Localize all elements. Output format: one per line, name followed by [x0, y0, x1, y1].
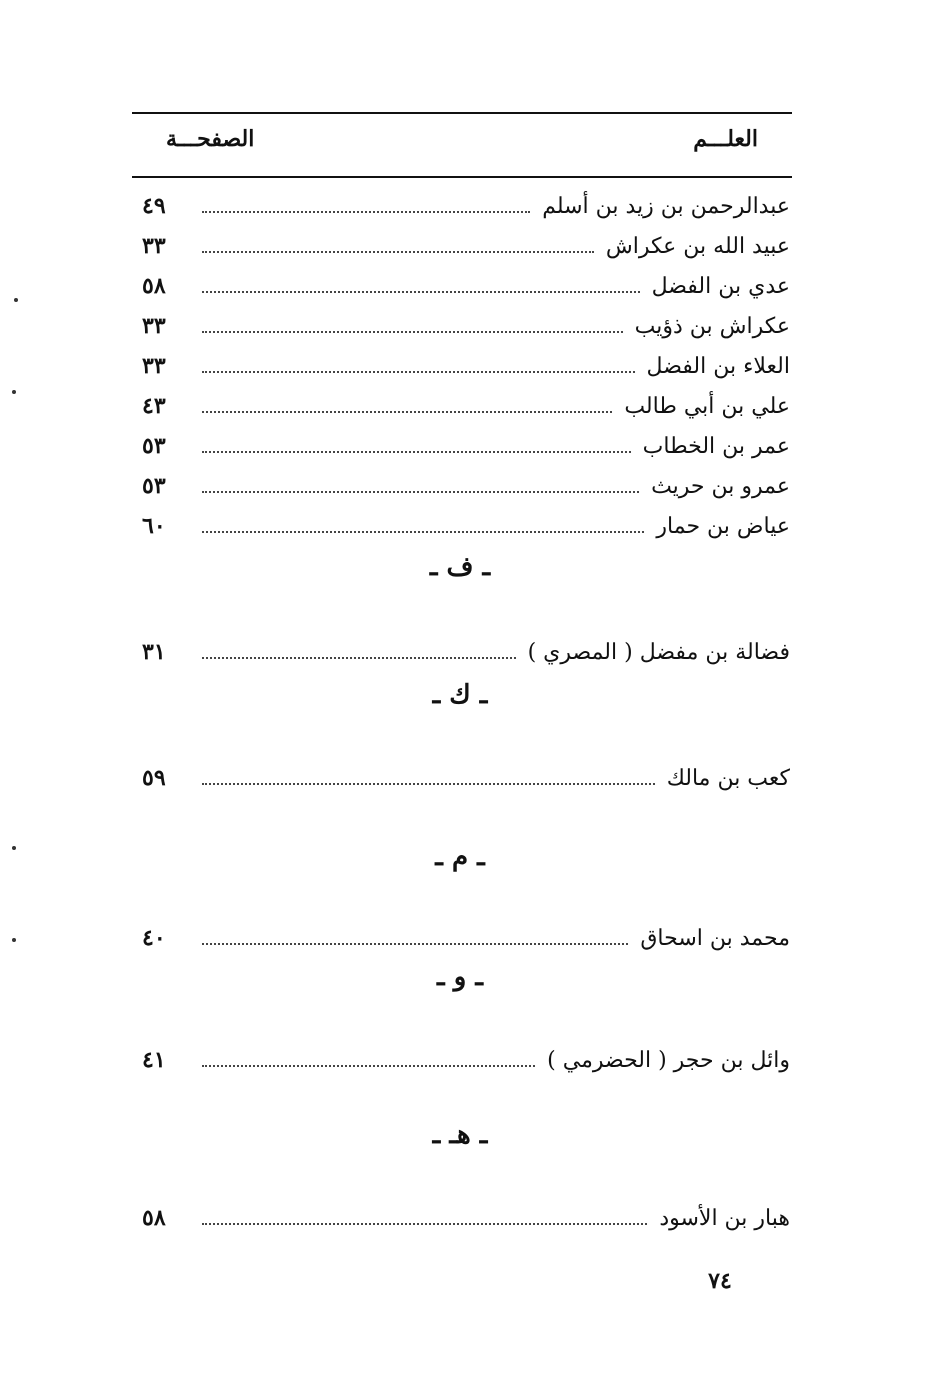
entry-name: عمر بن الخطاب [642, 433, 790, 459]
section-letter: ـ هـ ـ [432, 1120, 488, 1150]
entry-name: هبار بن الأسود [659, 1205, 790, 1231]
index-entry [142, 226, 790, 266]
header-rule [132, 176, 792, 178]
entry-page: ٦٠ [142, 513, 166, 539]
entry-name: عدي بن الفضل [651, 273, 790, 299]
dot-leader [202, 331, 623, 333]
index-entry [142, 306, 790, 346]
index-entry [142, 186, 790, 226]
entry-name: العلاء بن الفضل [646, 353, 790, 379]
dot-leader [202, 371, 635, 373]
scan-speck [12, 938, 16, 942]
index-entry [142, 506, 790, 546]
index-entry [142, 266, 790, 306]
column-header-name: العلـــم [693, 126, 758, 152]
entry-name: عبيد الله بن عكراش [605, 233, 790, 259]
entry-page: ٤١ [142, 1047, 166, 1073]
scan-speck [12, 390, 16, 394]
entry-name: علي بن أبي طالب [624, 393, 790, 419]
dot-leader [202, 657, 516, 659]
page-number: ٧٤ [708, 1268, 732, 1294]
index-entry [142, 426, 790, 466]
entry-name: عياض بن حمار [656, 513, 790, 539]
entry-page: ٥٣ [142, 473, 166, 499]
entry-name: محمد بن اسحاق [640, 925, 790, 951]
dot-leader [202, 251, 594, 253]
index-entry [142, 386, 790, 426]
dot-leader [202, 1223, 647, 1225]
column-header-page: الصفحـــة [166, 126, 255, 152]
index-entry [142, 466, 790, 506]
entry-page: ٣٣ [142, 233, 166, 259]
dot-leader [202, 291, 640, 293]
dot-leader [202, 211, 530, 213]
entry-name: فضالة بن مفضل ( المصري ) [527, 639, 790, 665]
entry-page: ٤٠ [142, 925, 166, 951]
entry-page: ٣١ [142, 639, 166, 665]
entry-name: عبدالرحمن بن زيد بن أسلم [542, 193, 790, 219]
entry-page: ٣٣ [142, 313, 166, 339]
section-letter: ـ ف ـ [429, 552, 491, 582]
dot-leader [202, 491, 639, 493]
section-letter: ـ ك ـ [432, 680, 488, 710]
entry-page: ٤٩ [142, 193, 166, 219]
top-rule [132, 112, 792, 114]
entry-page: ٥٨ [142, 1205, 166, 1231]
dot-leader [202, 451, 631, 453]
section-letter: ـ م ـ [435, 842, 485, 872]
section-letter: ـ و ـ [437, 962, 483, 992]
scan-speck [12, 846, 16, 850]
dot-leader [202, 943, 628, 945]
entry-page: ٥٨ [142, 273, 166, 299]
entry-name: عمرو بن حريث [651, 473, 790, 499]
scan-speck [14, 298, 18, 302]
index-entry [142, 1040, 790, 1080]
index-entry [142, 1198, 790, 1238]
index-entry [142, 758, 790, 798]
entry-page: ٥٣ [142, 433, 166, 459]
index-entry [142, 346, 790, 386]
entry-name: عكراش بن ذؤيب [634, 313, 790, 339]
dot-leader [202, 1065, 535, 1067]
dot-leader [202, 411, 612, 413]
index-entry [142, 918, 790, 958]
dot-leader [202, 783, 655, 785]
index-entry [142, 632, 790, 672]
entry-name: وائل بن حجر ( الحضرمي ) [547, 1047, 790, 1073]
entry-page: ٤٣ [142, 393, 166, 419]
entry-name: كعب بن مالك [666, 765, 790, 791]
entry-page: ٥٩ [142, 765, 166, 791]
dot-leader [202, 531, 644, 533]
entry-page: ٣٣ [142, 353, 166, 379]
